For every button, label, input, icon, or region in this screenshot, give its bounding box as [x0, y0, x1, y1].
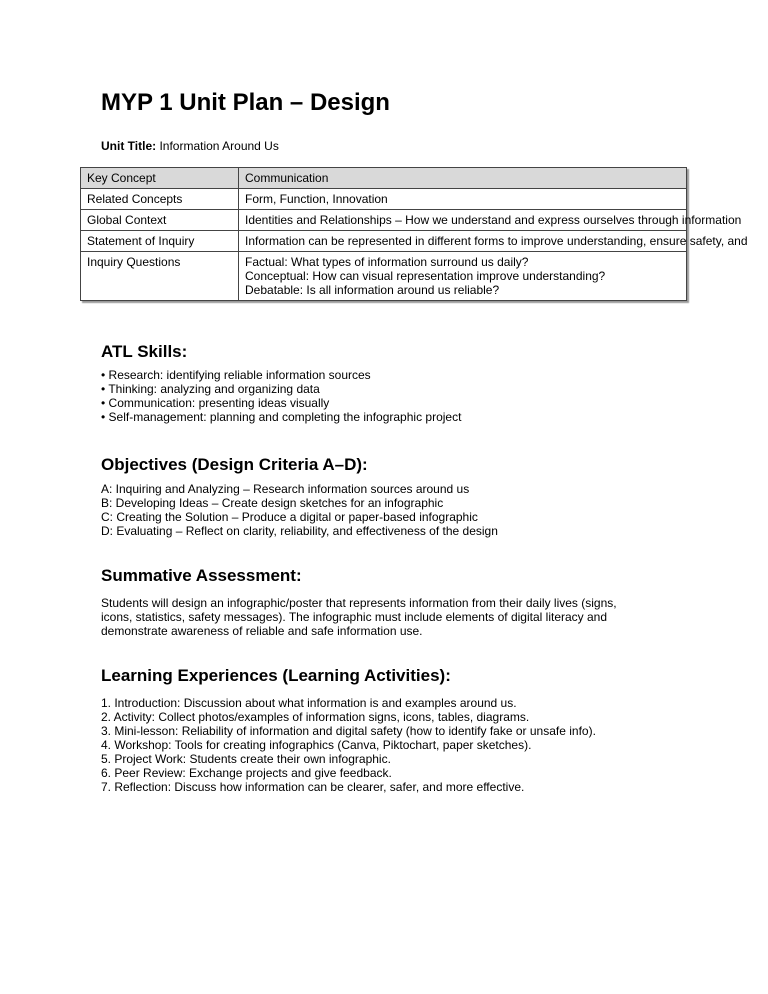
row-value — [239, 231, 748, 252]
summative-heading: Summative Assessment: — [101, 566, 302, 585]
page-title: MYP 1 Unit Plan – Design — [101, 89, 390, 116]
list-item: 3. Mini-lesson: Reliability of information and digital safety (how to identify fake or unsafe info). — [101, 724, 596, 738]
list-item: • Thinking: analyzing and organizing data — [101, 382, 320, 396]
row-value-line: Information can be represented in different forms to improve understanding, ensure safety, and — [245, 234, 748, 248]
row-key: Global Context — [81, 210, 239, 231]
learning-list — [101, 696, 596, 794]
row-value — [239, 168, 687, 189]
row-value-line: Conceptual: How can visual representation improve understanding? — [245, 269, 606, 283]
list-item: icons, statistics, safety messages). The infographic must include elements of digital literacy and — [101, 610, 608, 624]
list-item: 2. Activity: Collect photos/examples of information signs, icons, tables, diagrams. — [101, 710, 530, 724]
row-value-line: Debatable: Is all information around us reliable? — [245, 283, 500, 297]
list-item: • Self-management: planning and completing the infographic project — [101, 410, 462, 424]
row-key: Inquiry Questions — [81, 252, 239, 301]
learning-heading: Learning Experiences (Learning Activities): — [101, 666, 451, 685]
row-value-line: Communication — [245, 171, 329, 185]
atl-heading: ATL Skills: — [101, 342, 188, 361]
list-item: demonstrate awareness of reliable and safe information use. — [101, 624, 423, 638]
table-row — [81, 231, 687, 252]
list-item: 6. Peer Review: Exchange projects and give feedback. — [101, 766, 392, 780]
objectives-heading: Objectives (Design Criteria A–D): — [101, 455, 368, 474]
unit-overview-table — [80, 167, 748, 301]
row-value-line: Form, Function, Innovation — [245, 192, 388, 206]
list-item: A: Inquiring and Analyzing – Research information sources around us — [101, 482, 470, 496]
objectives-list — [101, 482, 498, 538]
unit-title — [101, 139, 279, 153]
list-item: • Research: identifying reliable information sources — [101, 368, 371, 382]
list-item: 5. Project Work: Students create their own infographic. — [101, 752, 391, 766]
row-key: Key Concept — [81, 168, 239, 189]
row-key: Related Concepts — [81, 189, 239, 210]
unit-title-value: Information Around Us — [159, 139, 279, 153]
table-row — [81, 210, 687, 231]
unit-title-label: Unit Title: — [101, 139, 157, 153]
row-value — [239, 189, 687, 210]
row-value-line: Identities and Relationships – How we understand and express ourselves through information — [245, 213, 742, 227]
list-item: 1. Introduction: Discussion about what information is and examples around us. — [101, 696, 517, 710]
table-row — [81, 252, 687, 301]
list-item: D: Evaluating – Reflect on clarity, reliability, and effectiveness of the design — [101, 524, 498, 538]
row-value — [239, 210, 742, 231]
summative-text — [101, 596, 617, 638]
list-item: C: Creating the Solution – Produce a digital or paper-based infographic — [101, 510, 478, 524]
row-value — [239, 252, 687, 301]
list-item: 7. Reflection: Discuss how information can be clearer, safer, and more effective. — [101, 780, 525, 794]
row-key: Statement of Inquiry — [81, 231, 239, 252]
list-item: 4. Workshop: Tools for creating infographics (Canva, Piktochart, paper sketches). — [101, 738, 532, 752]
list-item: Students will design an infographic/poster that represents information from their daily lives (signs, — [101, 596, 617, 610]
table-row — [81, 168, 687, 189]
table-row — [81, 189, 687, 210]
list-item: • Communication: presenting ideas visually — [101, 396, 330, 410]
row-value-line: Factual: What types of information surround us daily? — [245, 255, 529, 269]
list-item: B: Developing Ideas – Create design sketches for an infographic — [101, 496, 444, 510]
atl-list — [101, 368, 461, 424]
